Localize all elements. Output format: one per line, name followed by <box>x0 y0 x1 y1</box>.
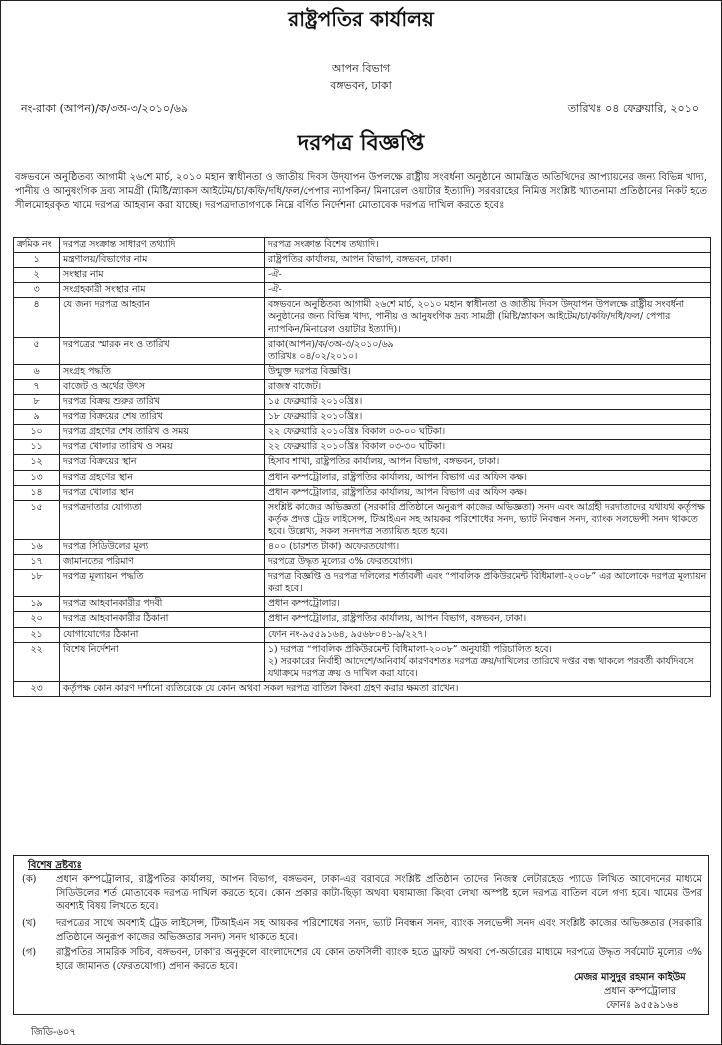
header-serial: ক্রমিক নং <box>14 238 60 253</box>
note-label: (ক) <box>22 874 37 885</box>
row-serial: ১৮ <box>14 570 60 597</box>
row-serial: ১২ <box>14 455 60 470</box>
row-detail-text: দরপত্র বিজ্ঞপ্তি ও দরপত্র দলিলের শর্তাবলী এবং “পাবলিক প্রকিউরমেন্ট বিধিমালা-২০০৮” এর আলোকে দরপত্র মূল্যায়ন করা হবে। <box>268 571 707 595</box>
row-item: দরপত্র বিক্রয়ের স্থান <box>60 455 265 470</box>
row-detail-text: প্রধান কম্পট্রোলার, রাষ্ট্রপতির কার্যালয়, আপন বিভাগ এর অফিস কক্ষ। <box>268 471 527 483</box>
row-item: দরপত্র আহবানকারীর পদবী <box>60 597 265 612</box>
row-detail-text: রাজস্ব বাজেট। <box>268 380 322 392</box>
row-item: সংগ্রহ পদ্ধতি <box>60 364 265 379</box>
row-serial: ৩ <box>14 283 60 298</box>
row-detail-text: ৪০০ (চারশত টাকা) অফেরতযোগ্য। <box>268 540 400 552</box>
row-item: যোগাযোগের ঠিকানা <box>60 627 265 642</box>
row-serial: ৮ <box>14 395 60 410</box>
row-detail-text: ২২ ফেব্রুয়ারি ২০১০খ্রিঃ বিকাল ০৩-৩০ ঘটিকা। <box>268 441 446 453</box>
note-text: দরপত্রের সাথে অবশ্যই ট্রেড লাইসেন্স, টিআইএন সহ আয়কর পরিশোধের সনদ, ভ্যাট নিবন্ধন সনদ, ব্যাংক সলভেন্সী সনদ এবং সংশ্লিষ্ট কাজের অভিজ্ঞতার (সরকারি প্রতিষ্ঠানে অনুরূপ কাজের অভিজ্ঞতার সনদ) সনদ থাকতে হবে। <box>56 918 702 943</box>
table-row <box>14 455 711 470</box>
row-detail-text: বঙ্গভবনে অনুষ্ঠিতব্য আগামী ২৬শে মার্চ, ২০১০ মহান স্বাধীনতা ও জাতীয় দিবস উদ্‌যাপন উপলক্ষে রাষ্ট্রীয় সংবর্ধনা অনুষ্ঠানের জন্য বিভিন্ন খাদ্য, পানীয় ও আনুষংগিক দ্রব্য সামগ্রী (মিষ্টি/স্ন্যাকস আইটেম/চা/কফি/দধি/ফল/ পেপার ন্যাপকিন/মিনারেল ওয়াটার ইত্যাদি)। <box>268 299 685 335</box>
row-serial: ৬ <box>14 364 60 379</box>
row-serial: ১ <box>14 253 60 268</box>
note-label: (গ) <box>22 947 37 958</box>
table-row <box>14 283 711 298</box>
table-row <box>14 253 711 268</box>
row-serial: ১৬ <box>14 539 60 554</box>
row-detail-text: ফোন নং-৯৫৫৯১৬৪, ৯৫৬৮০৪১-৯/২২৭। <box>268 628 427 640</box>
row-item: সংগ্রহকারী সংস্থার নাম <box>60 283 265 298</box>
table-row <box>14 570 711 597</box>
row-serial: ১৭ <box>14 555 60 570</box>
row-serial: ১৪ <box>14 485 60 500</box>
row-detail-text: -ঐ- <box>268 269 282 281</box>
note-text: প্রধান কম্পট্রোলার, রাষ্ট্রপতির কার্যালয়, আপন বিভাগ, বঙ্গভবন, ঢাকা-এর বরাবরে সংশ্লিষ্ট প্রতিষ্ঠান তাদের নিজস্ব লেটারহেড প্যাডে লিখিত আবেদনের মাধ্যমে সিডিউলের শর্ত মোতাবেক দরপত্র দাখিল করতে হবে। কোন প্রকার কাটা-ছিড়া অথবা ঘষামাজা কিংবা লেখা অস্পষ্ট হলে দরপত্র বাতিল বলে গণ্য হবে। খামের উপর অবশ্যই বিষয় লিখতে হবে। <box>56 874 702 913</box>
row-detail-text: দরপত্রে উদ্ধৃত মূল্যের ৩% ফেরতযোগ্য। <box>268 556 413 568</box>
table-row-final <box>14 681 711 696</box>
office-title: রাষ্ট্রপতির কার্যালয় <box>288 7 434 31</box>
note-text: রাষ্ট্রপতির সামরিক সচিব, বঙ্গভবন, ঢাকা'র অনুকূলে বাংলাদেশের যে কোন তফসিলী ব্যাংক হতে ড্রাফট অথবা পে-অর্ডারের মাধ্যমে দরপত্রে উদ্ধৃত সর্বমোট মূল্যের ৩% হারে জামানত (ফেরতযোগ্য) প্রদান করতে হবে। <box>56 947 702 972</box>
row-serial: ১১ <box>14 440 60 455</box>
row-detail <box>265 410 711 425</box>
row-detail-text: ১৫ ফেব্রুয়ারি ২০১০খ্রিঃ। <box>268 396 363 408</box>
row-item: দরপত্রের স্মারক নং ও তারিখ <box>60 337 265 364</box>
row-detail <box>265 539 711 554</box>
table-row <box>14 440 711 455</box>
row-serial: ১৩ <box>14 470 60 485</box>
notice-date: তারিখঃ ০৪ ফেব্রুয়ারি, ২০১০ <box>567 102 699 115</box>
row-detail-text: উন্মুক্ত দরপত্র বিজ্ঞপ্তি। <box>268 365 351 377</box>
note-label: (খ) <box>22 918 37 929</box>
row-serial: ৯ <box>14 410 60 425</box>
row-item: দরপত্রদাতার যোগ্যতা <box>60 500 265 539</box>
row-item: দরপত্র গ্রহণের শেষ তারিখ ও সময় <box>60 425 265 440</box>
row-detail-text: ১) দরপত্র “পাবলিক প্রকিউরমেন্ট বিধিমালা-২০০৮” অনুযায়ী পরিচালিত হবে। <box>268 643 552 655</box>
row-serial: ১৫ <box>14 500 60 539</box>
table-row <box>14 612 711 627</box>
division-name: আপন বিভাগ <box>331 62 391 75</box>
row-item: বিশেষ নির্দেশনা <box>60 642 265 681</box>
row-item: সংস্থার নাম <box>60 268 265 283</box>
row-detail-text: -ঐ- <box>268 284 282 296</box>
signatory-designation: প্রধান কম্পট্রোলার <box>604 986 677 997</box>
row-serial: ৪ <box>14 298 60 337</box>
row-item: জামানতের পরিমাণ <box>60 555 265 570</box>
table-row <box>14 395 711 410</box>
row-detail-text: প্রধান কম্পট্রোলার। <box>268 598 340 610</box>
row-item: দরপত্র গ্রহণের স্থান <box>60 470 265 485</box>
row-item: দরপত্র আহবানকারীর ঠিকানা <box>60 612 265 627</box>
row-detail <box>265 379 711 394</box>
row-serial: ৫ <box>14 337 60 364</box>
tender-info-table <box>13 237 711 697</box>
row-item: দরপত্র খোলার স্থান <box>60 485 265 500</box>
row-detail <box>265 470 711 485</box>
row-detail-text-2: ২) সরকারের নির্বাহী আদেশে/অনিবার্য কারণবশতঃ দরপত্র ক্রয়/দাখিলের তারিখে দপ্তর বন্ধ থাকলে পরবর্তী কার্যদিবসে যথাক্রমে দরপত্র ক্রয় ও দাখিল করা যাবে। <box>268 655 694 679</box>
row-item: দরপত্র মূল্যায়ন পদ্ধতি <box>60 570 265 597</box>
row-detail <box>265 425 711 440</box>
row-detail-text: প্রধান কম্পট্রোলার, রাষ্ট্রপতির কার্যালয়, আপন বিভাগ, বঙ্গভবন, ঢাকা। <box>268 613 527 625</box>
table-row <box>14 539 711 554</box>
row-serial: ২ <box>14 268 60 283</box>
signatory-phone: ফোনঃ ৯৫৫৯১৬৪ <box>606 1000 679 1011</box>
note-ga <box>22 946 702 973</box>
row-detail <box>265 642 711 681</box>
table-row <box>14 425 711 440</box>
row-serial: ২৩ <box>14 681 60 696</box>
notes-title: বিশেষ দ্রষ্টব্যঃ <box>28 860 82 871</box>
row-detail <box>265 455 711 470</box>
row-detail-text: হিসাব শাখা, রাষ্ট্রপতির কার্যালয়, আপন বিভাগ, বঙ্গভবন, ঢাকা। <box>268 456 500 468</box>
row-detail <box>265 555 711 570</box>
row-item: মন্ত্রণালয়/বিভাগের নাম <box>60 253 265 268</box>
signatory-name: মেজর মাসুদুর রহমান কাইউম <box>574 972 686 983</box>
row-detail-text-2: তারিখঃ ০৪/০২/২০১০। <box>268 350 358 362</box>
special-notes-box <box>13 855 709 1015</box>
table-row <box>14 268 711 283</box>
row-detail: কর্তৃপক্ষ কোন কারণ দর্শানো ব্যতিরেকে যে কোন অথবা সকল দরপত্র বাতিল কিংবা গ্রহণ করার ক্ষমতা রাখেন। <box>60 681 711 696</box>
row-detail <box>265 627 711 642</box>
row-detail <box>265 268 711 283</box>
row-serial: ৭ <box>14 379 60 394</box>
table-header-row <box>14 238 711 253</box>
table-row <box>14 298 711 337</box>
table-row <box>14 410 711 425</box>
office-location: বঙ্গভবন, ঢাকা <box>330 79 392 92</box>
reference-number: নং-রাকা (আপন)/ক/৩অ-৩/২০১০/৬৯ <box>21 102 189 115</box>
header-general-info: দরপত্র সংক্রান্ত সাধারণ তথ্যাদি <box>60 238 265 253</box>
row-serial: ২০ <box>14 612 60 627</box>
table-row <box>14 485 711 500</box>
table-row <box>14 642 711 681</box>
row-serial: ২১ <box>14 627 60 642</box>
table-row <box>14 597 711 612</box>
row-detail <box>265 395 711 410</box>
row-item: দরপত্র বিক্রয়ের শেষ তারিখ <box>60 410 265 425</box>
row-item: দরপত্র সিডিউলের মূল্য <box>60 539 265 554</box>
row-item: দরপত্র বিক্রয় শুরুর তারিখ <box>60 395 265 410</box>
row-detail-text: ১৮ ফেব্রুয়ারি ২০১০খ্রিঃ। <box>268 411 363 423</box>
row-item: বাজেট ও অর্থের উৎস <box>60 379 265 394</box>
row-detail-text: রাকা(আপন)/ক/৩অ-৩/২০১০/৬৯ <box>268 338 394 350</box>
header-special-info: দরপত্র সংক্রান্ত বিশেষ তথ্যাদি। <box>265 238 711 253</box>
table-row <box>14 364 711 379</box>
row-detail-text: ২২ ফেব্রুয়ারি ২০১০খ্রিঃ বিকাল ০৩-০০ ঘটিকা। <box>268 426 446 438</box>
notice-title: দরপত্র বিজ্ঞপ্তি <box>297 131 425 156</box>
row-detail <box>265 298 711 337</box>
row-detail <box>265 570 711 597</box>
row-serial: ২২ <box>14 642 60 681</box>
table-row <box>14 470 711 485</box>
row-detail <box>265 500 711 539</box>
row-item: দরপত্র খোলার তারিখ ও সময় <box>60 440 265 455</box>
row-detail <box>265 283 711 298</box>
table-row <box>14 337 711 364</box>
row-detail <box>265 253 711 268</box>
table-row <box>14 627 711 642</box>
intro-paragraph: বঙ্গভবনে অনুষ্ঠিতব্য আগামী ২৬শে মার্চ, ২০১০ মহান স্বাধীনতা ও জাতীয় দিবস উদ্‌যাপন উপলক্ষে রাষ্ট্রীয় সংবর্ধনা অনুষ্ঠানে আমন্ত্রিত অতিথিদের আপ্যায়নের জন্য বিভিন্ন খাদ্য, পানীয় ও আনুষংগিক দ্রব্য সামগ্রী (মিষ্টি/স্ন্যাকস আইটেম/চা/কফি/দধি/ফল/পেপার ন্যাপকিন/ মিনারেল ওয়াটার ইত্যাদি) সরবরাহের নিমিত্ত সংশ্লিষ্ট খ্যাতনামা প্রতিষ্ঠানের নিকট হতে সীলমোহরকৃত খামে দরপত্র আহবান করা যাচ্ছে। দরপত্রদাতাগণকে নিম্নে বর্ণিত নির্দেশনা মোতাবেক দরপত্র দাখিল করতে হবেঃ <box>15 172 707 212</box>
row-detail <box>265 337 711 364</box>
note-ka <box>22 873 702 914</box>
row-serial: ১০ <box>14 425 60 440</box>
table-row <box>14 500 711 539</box>
row-detail <box>265 485 711 500</box>
table-row <box>14 555 711 570</box>
row-detail <box>265 440 711 455</box>
row-detail-text: রাষ্ট্রপতির কার্যালয়, আপন বিভাগ, বঙ্গভবন, ঢাকা। <box>268 254 452 266</box>
row-serial: ১৯ <box>14 597 60 612</box>
row-detail-text: সংশ্লিষ্ট কাজের অভিজ্ঞতা (সরকারি প্রতিষ্ঠানে অনুরূপ কাজের অভিজ্ঞতা) সনদ এবং আগ্রহী দরদাতাদের যথাযথ কর্তৃপক্ষ কর্তৃক প্রদত্ত ট্রেড লাইসেন্স, টিআইএন সহ আয়কর পরিশোধের সনদ, ভ্যাট নিবন্ধন সনদ, ব্যাংক সলভেন্সী সনদ থাকতে হবে। উল্লেখ্য, সকল সনদপত্র সত্যায়িত হতে হবে। <box>268 501 705 537</box>
note-kha <box>22 917 702 944</box>
ad-code: জিডি-৬০৭ <box>31 1027 76 1038</box>
row-detail <box>265 612 711 627</box>
row-detail-text: প্রধান কম্পট্রোলার, রাষ্ট্রপতির কার্যালয়, আপন বিভাগ এর অফিস কক্ষ। <box>268 486 527 498</box>
row-item: যে জন্য দরপত্র আহবান <box>60 298 265 337</box>
table-row <box>14 379 711 394</box>
row-detail <box>265 364 711 379</box>
row-detail <box>265 597 711 612</box>
